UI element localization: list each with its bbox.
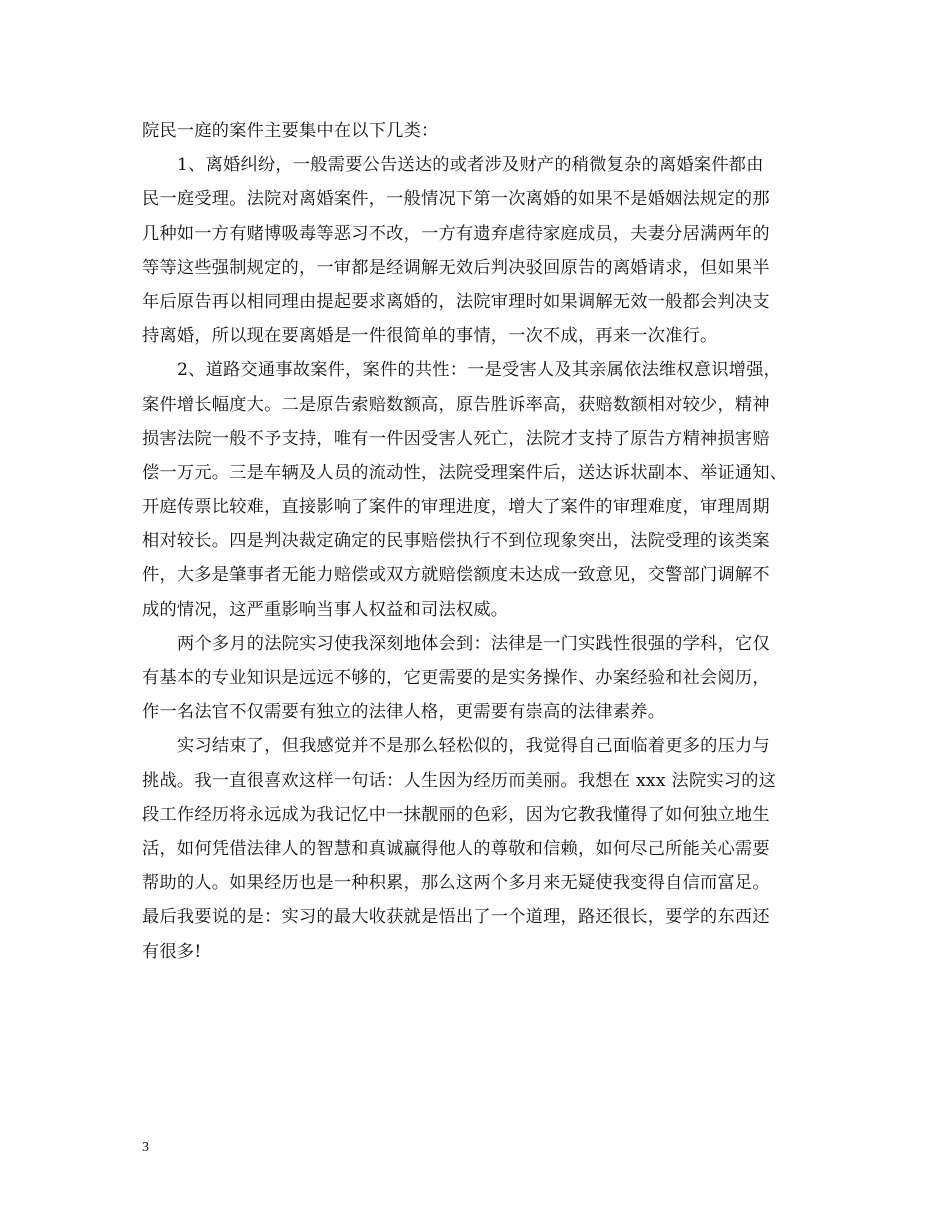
text-line: 相对较长。四是判决裁定确定的民事赔偿执行不到位现象突出，法院受理的该类案 <box>142 531 770 552</box>
text-line: 帮助的人。如果经历也是一种积累，那么这两个多月来无疑使我变得自信而富足。 <box>142 873 770 894</box>
paragraph-traffic <box>142 353 822 627</box>
text-line: 开庭传票比较难，直接影响了案件的审理进度，增大了案件的审理难度，审理周期 <box>142 497 770 518</box>
paragraph-divorce <box>142 148 822 353</box>
text-line: 年后原告再以相同理由提起要求离婚的，法院审理时如果调解无效一般都会判决支 <box>142 291 770 312</box>
text-line: 成的情况，这严重影响当事人权益和司法权威。 <box>142 599 509 620</box>
text-line: 2、道路交通事故案件，案件的共性：一是受害人及其亲属依法维权意识增强， <box>177 360 782 381</box>
text-line: 损害法院一般不予支持，唯有一件因受害人死亡，法院才支持了原告方精神损害赔 <box>142 428 770 449</box>
paragraph-conclusion <box>142 729 822 968</box>
text-line: 有很多! <box>142 941 202 962</box>
text-line: 活，如何凭借法律人的智慧和真诚赢得他人的尊敬和信赖，如何尽己所能关心需要 <box>142 838 770 859</box>
text-line: 件，大多是肇事者无能力赔偿或双方就赔偿额度未达成一致意见，交警部门调解不 <box>142 565 770 586</box>
text-line: 民一庭受理。法院对离婚案件，一般情况下第一次离婚的如果不是婚姻法规定的那 <box>142 189 770 210</box>
text-line: 持离婚，所以现在要离婚是一件很简单的事情，一次不成，再来一次准行。 <box>142 326 718 347</box>
document-body <box>142 114 822 969</box>
text-line: 作一名法官不仅需要有独立的法律人格，更需要有崇高的法律素养。 <box>142 702 666 723</box>
text-line: 等等这些强制规定的，一审都是经调解无效后判决驳回原告的离婚请求，但如果半 <box>142 257 770 278</box>
text-line: 1、离婚纠纷，一般需要公告送达的或者涉及财产的稍微复杂的离婚案件都由 <box>177 155 764 176</box>
paragraph-reflection <box>142 627 822 730</box>
text-line: 段工作经历将永远成为我记忆中一抹靓丽的色彩，因为它教我懂得了如何独立地生 <box>142 804 770 825</box>
text-line: 有基本的专业知识是远远不够的，它更需要的是实务操作、办案经验和社会阅历， <box>142 668 770 688</box>
text-line: 案件增长幅度大。二是原告索赔数额高，原告胜诉率高，获赔数额相对较少，精神 <box>142 394 770 415</box>
text-line: 偿一万元。三是车辆及人员的流动性，法院受理案件后，送达诉状副本、举证通知、 <box>142 462 788 483</box>
text-line: 院民一庭的案件主要集中在以下几类： <box>142 121 439 141</box>
text-line: 实习结束了，但我感觉并不是那么轻松似的，我觉得自己面临着更多的压力与 <box>177 736 770 757</box>
text-line: 挑战。我一直很喜欢这样一句话：人生因为经历而美丽。我想在 xxx 法院实习的这 <box>142 770 777 791</box>
page-number: 3 <box>142 1140 149 1155</box>
text-line: 几种如一方有赌博吸毒等恶习不改，一方有遗弃虐待家庭成员，夫妻分居满两年的 <box>142 223 770 244</box>
paragraph-intro <box>142 114 822 148</box>
text-line: 最后我要说的是：实习的最大收获就是悟出了一个道理，路还很长，要学的东西还 <box>142 907 770 928</box>
text-line: 两个多月的法院实习使我深刻地体会到：法律是一门实践性很强的学科，它仅 <box>177 633 770 654</box>
